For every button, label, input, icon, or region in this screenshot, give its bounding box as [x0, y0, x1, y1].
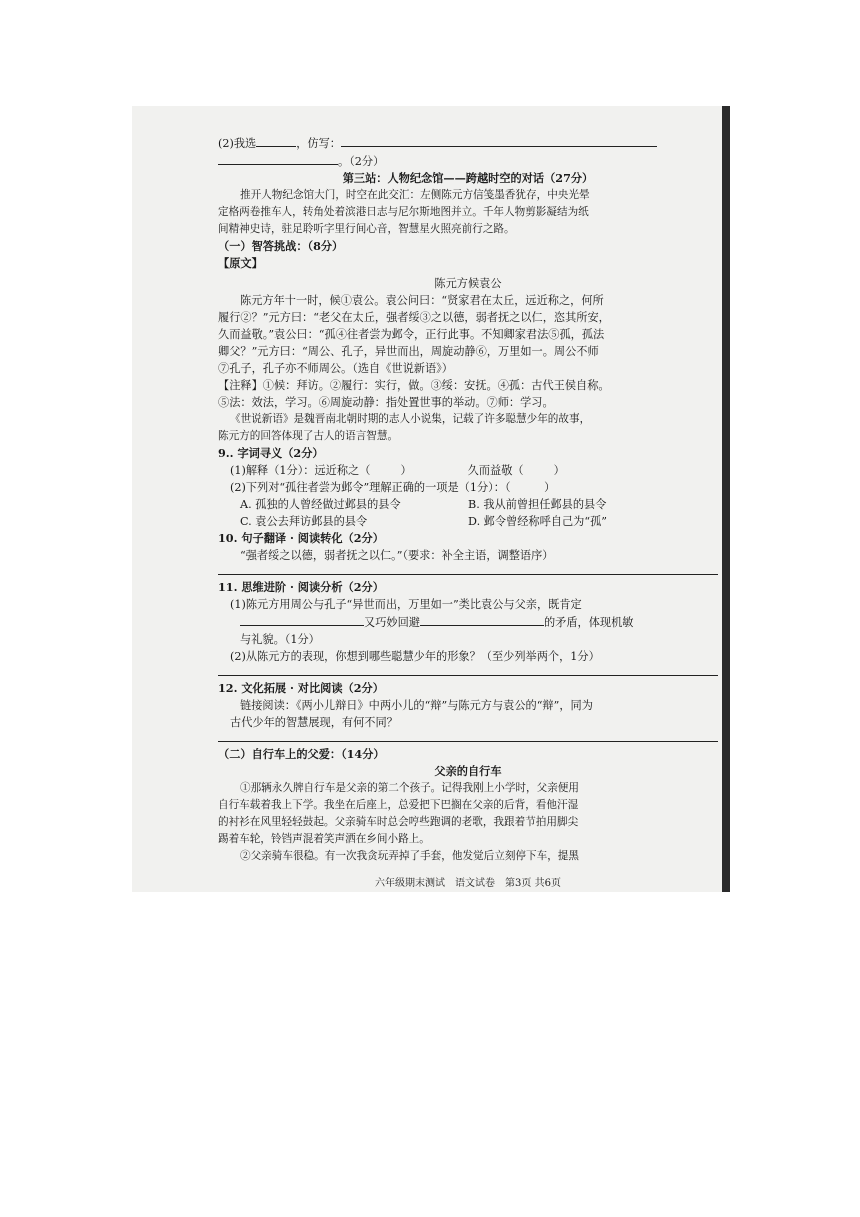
scan-edge-shadow [722, 106, 730, 892]
notes-line-2: ⑤法：效法，学习。⑥周旋动静：指处置世事的举动。⑦师：学习。 [218, 396, 554, 409]
q12-line-2: 古代少年的智慧展现，有何不同？ [230, 716, 398, 729]
story-p1-line-3: 的衬衫在风里轻轻鼓起。父亲骑车时总会哼些跑调的老歌，我跟着节拍用脚尖 [218, 816, 579, 828]
q12-line-1: 链接阅读：《两小儿辩日》中两小儿的“辩”与陈元方与袁公的“辩”，同为 [240, 699, 593, 712]
q9-sub1 [218, 462, 718, 479]
q2-imitate-blank-2[interactable] [218, 152, 338, 165]
story-p1-line-4: 踢着车轮，铃铛声混着笑声洒在乡间小路上。 [218, 833, 430, 845]
station3-intro-2: 定格两卷推车人，转角处着滨港日志与尼尔斯地图并立。千年人物剪影凝结为纸 [218, 206, 589, 218]
q9-option-d[interactable]: D. 邺令曾经称呼自己为“孤” [468, 515, 607, 528]
passage-title: 陈元方候袁公 [434, 277, 502, 290]
q9-option-a[interactable]: A. 孤独的人曾经做过邺县的县令 [240, 498, 401, 511]
q9-sub2: (2)下列对“孤往者尝为邺令”理解正确的一项是（1分）：（ ） [230, 481, 556, 494]
q9-sub1-close1: ） [400, 464, 412, 477]
page-footer: 六年级期末测试 语文试卷 第3页 共6页 [375, 878, 561, 889]
q2-choice-blank[interactable] [256, 134, 296, 147]
q11-line-2-text-b: 的矛盾，体现机敏 [543, 616, 634, 629]
passage-line-4: 卿父？”元方曰：“周公、孔子，异世而出，周旋动静⑥，万里如一。周公不师 [218, 345, 599, 358]
q9-sub1-word1: (1)解释（1分）：远近称之（ [230, 464, 371, 477]
passage-line-3: 久而益敬。”袁公曰：“孤④往者尝为邺令，正行此事。不知卿家君法⑤孤，孤法 [218, 328, 605, 341]
q11-title: 11. 思维进阶 · 阅读分析（2分） [218, 580, 384, 594]
story-p1-line-2: 自行车载着我上下学。我坐在后座上，总爱把下巴搁在父亲的后背，看他汗湿 [218, 799, 579, 811]
q11-line-3: 与礼貌。（1分） [240, 633, 320, 646]
q12-title: 12. 文化拓展 · 对比阅读（2分） [218, 681, 384, 695]
q2-imitate-blank[interactable] [341, 134, 657, 147]
station3-intro-3: 间精神史诗，驻足聆听字里行间心音，智慧星火照亮前行之路。 [218, 223, 515, 235]
q11-blank-2[interactable] [420, 613, 544, 626]
q12-answer-line[interactable] [218, 731, 718, 742]
yuanwen-label: 【原文】 [218, 256, 263, 270]
story-p1-line-1: ①那辆永久牌自行车是父亲的第二个孩子。记得我刚上小学时，父亲便用 [240, 782, 579, 794]
q9-title: 9.. 字词寻义（2分） [218, 446, 324, 460]
q11-line-2-text-a: 又巧妙回避 [364, 616, 420, 629]
passage-line-2: 履行②？”元方曰：“老父在太丘，强者绥③之以德，弱者抚之以仁，恣其所安， [218, 311, 610, 324]
story-title: 父亲的自行车 [434, 764, 502, 778]
q9-options-row-2 [218, 513, 718, 530]
q9-sub1-close2: ） [553, 464, 565, 477]
q11-line-2 [218, 613, 718, 631]
q9-sub1-word2: 久而益敬（ [467, 464, 524, 477]
q11-answer-line[interactable] [218, 665, 718, 676]
q11-blank-1[interactable] [240, 613, 364, 626]
q10-answer-line[interactable] [218, 564, 718, 575]
q11-line-1: (1)陈元方用周公与孔子“异世而出，万里如一”类比袁公与父亲，既肯定 [230, 598, 582, 611]
q2-imitate-label: ，仿写： [296, 137, 341, 150]
shishuo-line-2: 陈元方的回答体现了古人的语言智慧。 [218, 430, 399, 442]
notes-line-1: 【注释】①候：拜访。②履行：实行，做。③绥：安抚。④孤：古代王侯自称。 [218, 379, 610, 392]
q9-options-row-1 [218, 496, 718, 513]
q2-line [218, 134, 718, 152]
q2-line-2 [218, 152, 718, 170]
story-p2-line-1: ②父亲骑车很稳。有一次我贪玩弄掉了手套，他发觉后立刻停下车，提黑 [240, 850, 579, 862]
part1-heading: （一）智答挑战：（8分） [218, 239, 344, 253]
page-content [218, 134, 718, 892]
q9-option-b[interactable]: B. 我从前曾担任邺县的县令 [468, 498, 607, 511]
q10-text: “强者绥之以德，弱者抚之以仁。”（要求：补全主语，调整语序） [240, 549, 554, 562]
station3-title: 第三站：人物纪念馆——跨越时空的对话（27分） [342, 171, 594, 185]
station3-intro-1: 推开人物纪念馆大门，时空在此交汇：左侧陈元方信笺墨香犹存，中央光晕 [240, 189, 590, 201]
passage-line-5: ⑦孔子，孔子亦不师周公。（选自《世说新语》） [218, 362, 453, 375]
q11-line-4: (2)从陈元方的表现，你想到哪些聪慧少年的形象？（至少列举两个，1分） [230, 650, 600, 663]
passage-line-1: 陈元方年十一时，候①袁公。袁公问曰：“贤家君在太丘，远近称之，何所 [240, 294, 604, 307]
q2-score: 。（2分） [338, 155, 385, 168]
scanned-page [132, 106, 730, 892]
shishuo-line-1: 《世说新语》是魏晋南北朝时期的志人小说集，记载了许多聪慧少年的故事， [230, 413, 591, 425]
part2-heading: （二）自行车上的父爱：（14分） [218, 747, 385, 761]
q2-choose-label: (2)我选 [218, 137, 257, 150]
q10-title: 10. 句子翻译 · 阅读转化（2分） [218, 531, 384, 545]
q9-option-c[interactable]: C. 袁公去拜访邺县的县令 [240, 515, 368, 528]
